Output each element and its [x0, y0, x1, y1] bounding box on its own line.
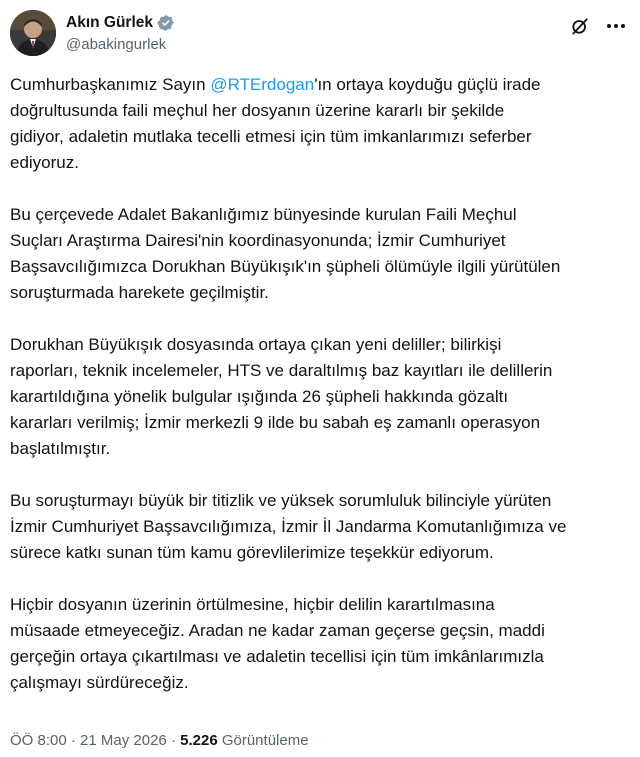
author-handle[interactable]: @abakingurlek — [66, 36, 167, 53]
tweet-text — [10, 72, 632, 722]
meta-separator-2: · — [166, 732, 181, 749]
tweet-paragraph-4: Bu soruşturmayı büyük bir titizlik ve yüksek sorumluluk bilinciyle yürüten İzmir Cumhuriyet Başsavcılığımıza, İzmir İl Jandarma Komutanlığımıza ve sürece katkı sunan tüm kamu görevlilerimize teşekkür ediyorum. — [10, 491, 567, 562]
mention-link[interactable]: @RTErdogan — [210, 75, 315, 94]
tweet-date[interactable]: 21 May 2026 — [80, 732, 167, 749]
more-icon[interactable] — [604, 16, 628, 36]
p1-before: Cumhurbaşkanımız Sayın — [10, 75, 211, 94]
meta-separator: · — [66, 732, 81, 749]
author-block[interactable] — [66, 13, 175, 53]
tweet-meta — [10, 732, 309, 749]
tweet-paragraph-1 — [10, 72, 632, 176]
tweet-header — [10, 10, 628, 58]
avatar-image — [10, 10, 56, 56]
avatar[interactable] — [10, 10, 56, 56]
verified-badge-icon[interactable] — [157, 14, 175, 32]
tweet-paragraph-5: Hiçbir dosyanın üzerinin örtülmesine, hiçbir delilin karartılmasına müsaade etmeyeceğiz. Aradan ne kadar zaman geçerse geçsin, maddi gerçeğin ortaya çıkartılması ve adaletin tecellisi için tüm imkânlarımızla çalışmayı sürdüreceğiz. — [10, 595, 545, 692]
author-name-row — [66, 13, 175, 33]
tweet-paragraph-2: Bu çerçevede Adalet Bakanlığımız bünyesinde kurulan Faili Meçhul Suçları Araştırma Dairesi'nin koordinasyonunda; İzmir Cumhuriyet Başsavcılığımızca Dorukhan Büyükışık'ın şüpheli ölümüyle ilgili yürütülen soruşturmada harekete geçilmiştir. — [10, 205, 561, 302]
tweet-time[interactable]: ÖÖ 8:00 — [10, 732, 67, 749]
p1-after: 'ın ortaya koyduğu güçlü irade doğrultusunda faili meçhul her dosyanın üzerine kararlı bir şekilde gidiyor, adaletin mutlaka tecelli etmesi için tüm imkanlarımızı seferber ediyoruz. — [10, 75, 541, 172]
views-count[interactable]: 5.226 — [180, 732, 218, 749]
author-name[interactable]: Akın Gürlek — [66, 14, 153, 31]
grok-icon[interactable] — [570, 16, 590, 36]
tweet-paragraph-3: Dorukhan Büyükışık dosyasında ortaya çıkan yeni deliller; bilirkişi raporları, teknik incelemeler, HTS ve daraltılmış baz kayıtları ile delillerin karartıldığına yönelik bulgular ışığında 26 şüpheli hakkında gözaltı kararları verilmiş; İzmir merkezli 9 ilde bu sabah eş zamanlı operasyon başlatılmıştır. — [10, 335, 553, 458]
views-label: Görüntüleme — [217, 732, 309, 749]
